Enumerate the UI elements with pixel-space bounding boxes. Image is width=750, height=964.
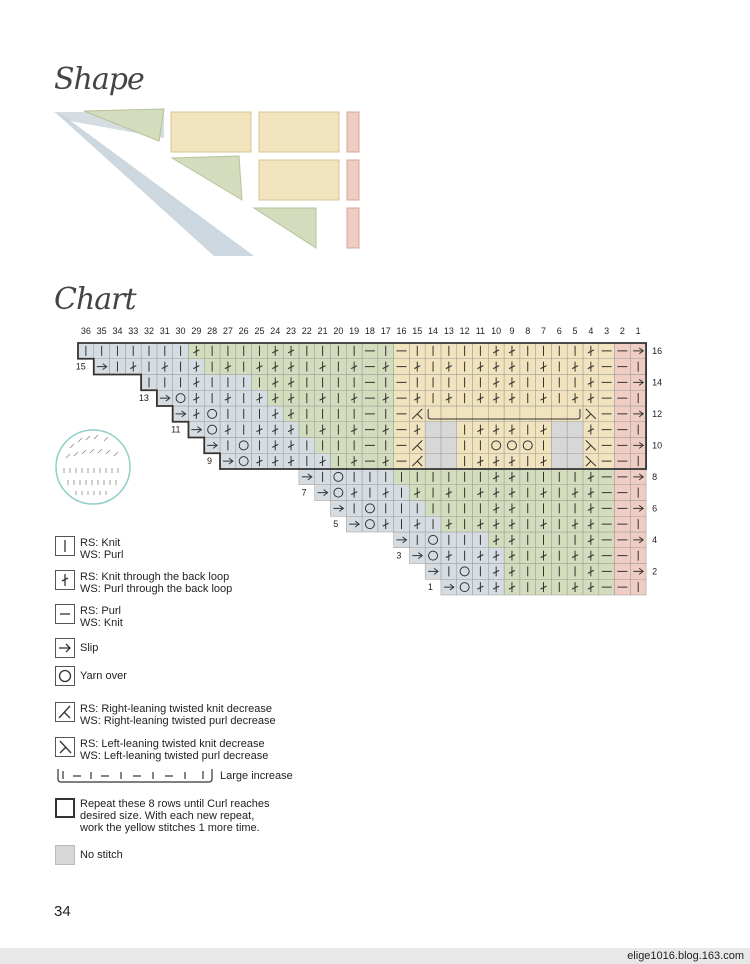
column-number: 16 (396, 326, 407, 336)
row-number: 14 (652, 377, 663, 388)
legend-item (55, 845, 123, 865)
column-number: 32 (144, 326, 155, 336)
row-number: 10 (652, 440, 663, 451)
legend-item (55, 570, 232, 595)
legend (55, 536, 355, 866)
chart-cell (362, 516, 378, 532)
row-number: 12 (652, 408, 663, 419)
row-number: 13 (138, 393, 149, 404)
legend-text: WS: Left-leaning twisted purl decrease (80, 750, 269, 762)
column-number: 28 (207, 326, 218, 336)
column-number: 19 (349, 326, 360, 336)
legend-text: Repeat these 8 rows until Curl reaches (80, 798, 270, 810)
column-number: 17 (380, 326, 391, 336)
legend-text: Large increase (220, 770, 293, 782)
chart-cell (425, 532, 441, 548)
column-number: 7 (541, 326, 547, 336)
chart-cell (441, 438, 457, 454)
column-number: 14 (428, 326, 439, 336)
chart-cell (551, 438, 567, 454)
column-number: 26 (238, 326, 249, 336)
chart-cell (551, 453, 567, 469)
row-number: 9 (207, 456, 213, 467)
chart-cell (457, 564, 473, 580)
yarn-over-symbol-icon (55, 666, 75, 686)
chart-cell (425, 453, 441, 469)
purl-symbol-icon (55, 604, 75, 624)
chart-cell (236, 438, 252, 454)
curl-swatch-image (54, 428, 132, 506)
column-number: 22 (301, 326, 312, 336)
legend-item (55, 536, 123, 561)
legend-item (55, 638, 98, 658)
column-number: 20 (333, 326, 344, 336)
chart-cell (173, 390, 189, 406)
column-number: 31 (159, 326, 170, 336)
column-number: 35 (96, 326, 107, 336)
chart-cell (204, 406, 220, 422)
chart-cell (441, 422, 457, 438)
chart-cell (551, 422, 567, 438)
column-number: 13 (443, 326, 454, 336)
legend-text: RS: Left-leaning twisted knit decrease (80, 738, 265, 750)
column-number: 27 (222, 326, 233, 336)
chart-cell (330, 469, 346, 485)
chart-heading: Chart (54, 282, 136, 317)
column-number: 21 (317, 326, 328, 336)
legend-item (55, 798, 270, 834)
shape-diagram (54, 108, 364, 256)
column-number: 1 (635, 326, 641, 336)
knit-symbol-icon (55, 536, 75, 556)
column-number: 11 (475, 326, 486, 336)
chart-cell (441, 453, 457, 469)
column-number: 33 (128, 326, 139, 336)
twisted-knit-symbol-icon (55, 570, 75, 590)
row-number: 5 (333, 519, 339, 530)
repeat-box-symbol-icon (55, 798, 75, 818)
legend-text: Slip (80, 642, 99, 654)
row-number: 1 (427, 582, 433, 593)
column-number: 24 (270, 326, 281, 336)
chart-cell (362, 501, 378, 517)
chart-cell (488, 438, 504, 454)
legend-text: WS: Purl through the back loop (80, 583, 233, 595)
chart-cell (204, 422, 220, 438)
shape-heading: Shape (54, 62, 144, 97)
chart-cell (520, 438, 536, 454)
legend-text: RS: Knit through the back loop (80, 571, 230, 583)
column-number: 5 (572, 326, 578, 336)
column-number: 15 (412, 326, 423, 336)
legend-text: Yarn over (80, 670, 127, 682)
legend-item (55, 766, 293, 784)
legend-text: WS: Purl (80, 549, 124, 561)
column-number: 3 (604, 326, 610, 336)
right-decrease-symbol-icon (55, 702, 75, 722)
large-increase-symbol-icon (55, 766, 215, 784)
legend-text: WS: Knit (80, 617, 123, 629)
column-number: 18 (364, 326, 375, 336)
row-number: 11 (171, 424, 181, 435)
column-number: 8 (525, 326, 531, 336)
column-number: 4 (588, 326, 594, 336)
row-number: 2 (652, 566, 658, 577)
row-number: 4 (652, 534, 658, 545)
column-number: 6 (556, 326, 562, 336)
column-number: 25 (254, 326, 265, 336)
chart-cell (425, 438, 441, 454)
column-number: 10 (491, 326, 502, 336)
legend-text: work the yellow stitches 1 more time. (80, 822, 260, 834)
row-number: 15 (75, 361, 86, 372)
legend-text: WS: Right-leaning twisted purl decrease (80, 715, 276, 727)
legend-item (55, 666, 127, 686)
legend-item (55, 737, 268, 762)
chart-cell (567, 453, 583, 469)
row-number: 7 (301, 487, 307, 498)
chart-cell (457, 579, 473, 595)
column-number: 29 (191, 326, 202, 336)
legend-item (55, 702, 276, 727)
footer-bar (0, 948, 750, 964)
column-number: 2 (619, 326, 625, 336)
legend-text: No stitch (80, 849, 123, 861)
row-number: 8 (652, 471, 658, 482)
no-stitch-symbol-icon (55, 845, 75, 865)
chart-cell (236, 453, 252, 469)
legend-text: desired size. With each new repeat, (80, 810, 255, 822)
legend-text: RS: Knit (80, 537, 121, 549)
row-number: 3 (396, 550, 402, 561)
column-number: 30 (175, 326, 186, 336)
slip-symbol-icon (55, 638, 75, 658)
chart-cell (330, 485, 346, 501)
column-number: 23 (286, 326, 297, 336)
legend-text: RS: Right-leaning twisted knit decrease (80, 703, 272, 715)
chart-cell (567, 422, 583, 438)
left-decrease-symbol-icon (55, 737, 75, 757)
chart-cell (567, 438, 583, 454)
chart-cell (504, 438, 520, 454)
row-number: 16 (652, 345, 663, 356)
column-number: 9 (509, 326, 515, 336)
legend-text: RS: Purl (80, 605, 121, 617)
page-number: 34 (54, 903, 71, 920)
column-number: 36 (80, 326, 91, 336)
chart-cell (425, 422, 441, 438)
legend-item (55, 604, 123, 629)
footer-watermark: elige1016.blog.163.com (627, 950, 744, 962)
row-number: 6 (652, 503, 658, 514)
column-number: 34 (112, 326, 123, 336)
chart-cell (425, 548, 441, 564)
column-number: 12 (459, 326, 470, 336)
